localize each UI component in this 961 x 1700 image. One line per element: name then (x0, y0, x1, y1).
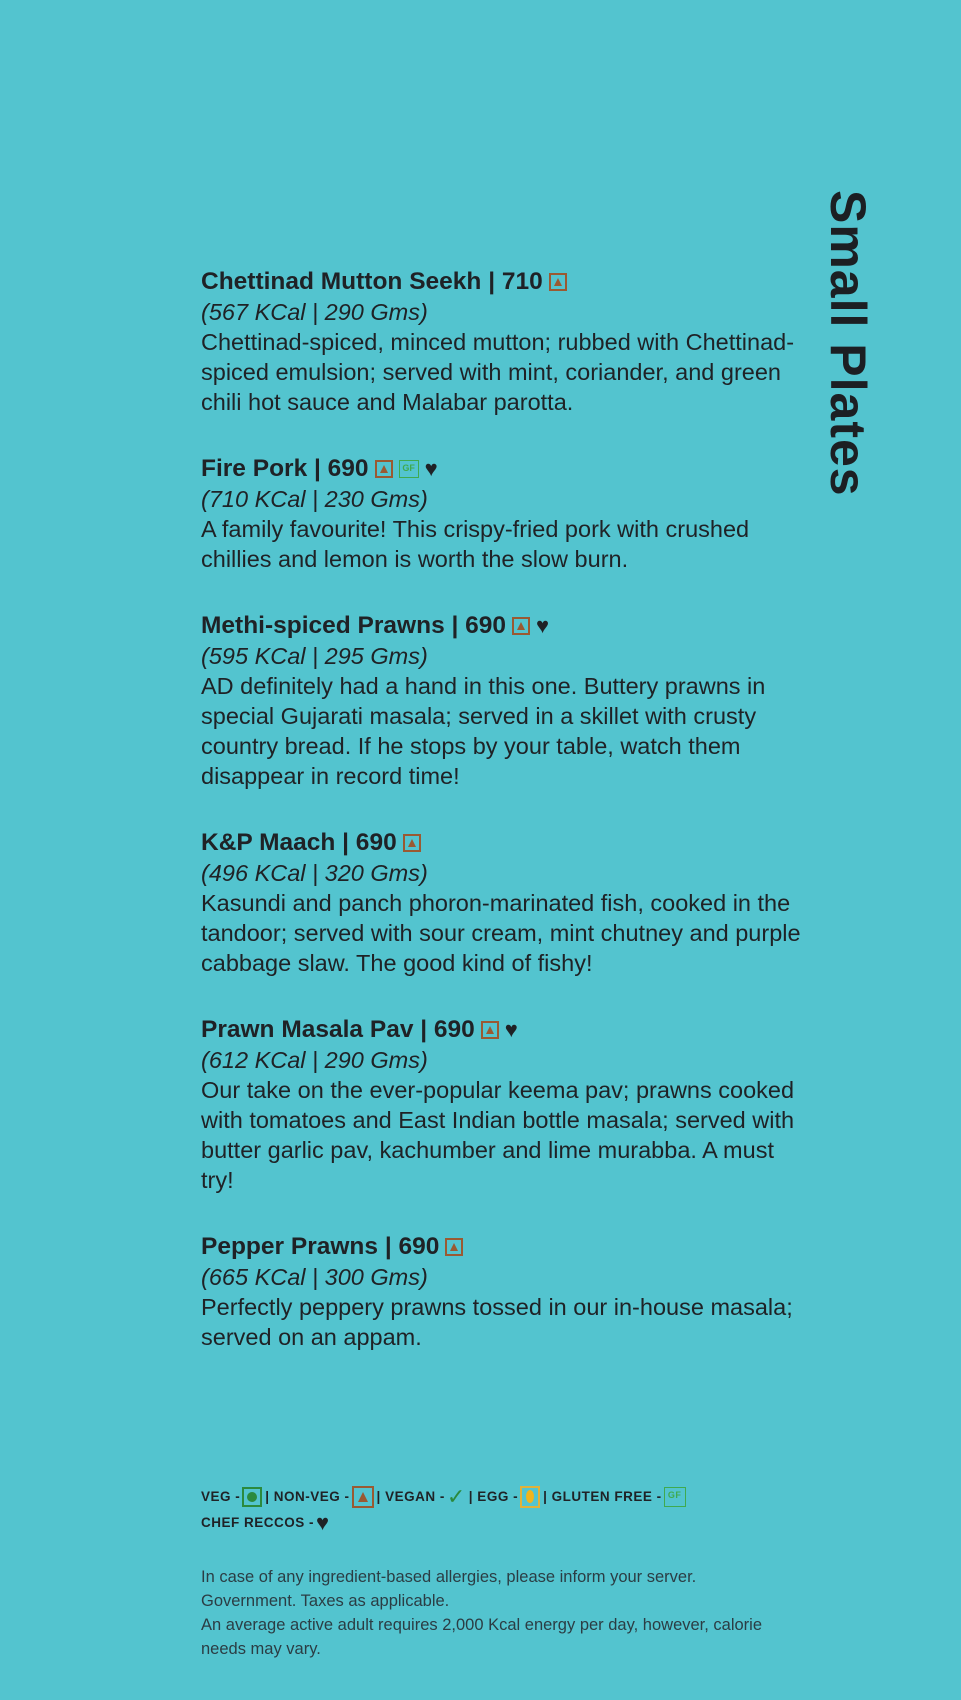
menu-item (201, 1014, 801, 1195)
disclaimer-line: An average active adult requires 2,000 Kcal energy per day, however, calorie needs may vary. (201, 1616, 763, 1658)
menu-item-calories: (710 KCal | 230 Gms) (201, 486, 428, 512)
section-title: Small Plates (820, 190, 876, 497)
non-veg-icon (549, 273, 567, 291)
disclaimer-line: In case of any ingredient-based allergies, please inform your server. (201, 1568, 697, 1586)
menu-item-title (201, 1231, 801, 1262)
item-title-text: K&P Maach | 690 (201, 829, 397, 856)
item-title-text: Pepper Prawns | 690 (201, 1233, 440, 1260)
non-veg-icon (403, 834, 421, 852)
menu-item-title (201, 610, 801, 641)
non-veg-icon (512, 617, 530, 635)
menu-item-calories: (567 KCal | 290 Gms) (201, 299, 428, 325)
non-veg-icon (352, 1486, 374, 1508)
non-veg-icon (375, 460, 393, 478)
menu-item-description: Perfectly peppery prawns tossed in our in-house masala; served on an appam. (201, 1294, 793, 1350)
item-title-text: Methi-spiced Prawns | 690 (201, 612, 507, 639)
heart-icon: ♥ (316, 1510, 330, 1535)
item-title-text: Chettinad Mutton Seekh | 710 (201, 268, 543, 295)
menu-item (201, 827, 801, 978)
menu-item-description: Our take on the ever-popular keema pav; prawns cooked with tomatoes and East Indian bottle masala; served with butter garlic pav, kachumber and lime murabba. A must try! (201, 1077, 795, 1193)
menu-item-title (201, 827, 801, 858)
legend-chef-reccos-label: CHEF RECCOS - (201, 1515, 315, 1530)
menu-item-title (201, 266, 801, 297)
legend-egg-label: | EGG - (468, 1489, 519, 1504)
menu-item-description: Kasundi and panch phoron-marinated fish, cooked in the tandoor; served with sour cream, mint chutney and purple cabbage slaw. The good kind of fishy! (201, 890, 801, 976)
menu-item-title (201, 1014, 801, 1045)
menu-item (201, 1231, 801, 1352)
disclaimer-line: Government. Taxes as applicable. (201, 1592, 450, 1610)
item-title-text: Fire Pork | 690 (201, 455, 369, 482)
dietary-legend (201, 1484, 689, 1536)
heart-icon: ♥ (424, 455, 438, 481)
legend-vegan-label: | VEGAN - (376, 1489, 445, 1504)
vegan-icon: ✓ (446, 1484, 466, 1509)
menu-item-description: AD definitely had a hand in this one. Buttery prawns in special Gujarati masala; served in a skillet with crusty country bread. If he stops by your table, watch them disappear in record time! (201, 673, 766, 789)
disclaimer (201, 1565, 801, 1661)
legend-row (201, 1484, 689, 1510)
menu-item-title (201, 453, 801, 484)
egg-icon (520, 1486, 540, 1508)
veg-icon (242, 1487, 262, 1507)
gluten-free-icon: GF (399, 460, 419, 478)
heart-icon: ♥ (504, 1016, 518, 1042)
menu-item (201, 266, 801, 417)
non-veg-icon (445, 1238, 463, 1256)
legend-non-veg-label: | NON-VEG - (265, 1489, 350, 1504)
legend-veg-label: VEG - (201, 1489, 241, 1504)
item-title-text: Prawn Masala Pav | 690 (201, 1016, 475, 1043)
legend-gluten-free-label: | GLUTEN FREE - (543, 1489, 662, 1504)
menu-item-description: Chettinad-spiced, minced mutton; rubbed with Chettinad-spiced emulsion; served with mint, coriander, and green chili hot sauce and Malabar parotta. (201, 329, 795, 415)
menu-item (201, 610, 801, 791)
menu-list (201, 266, 801, 1388)
menu-item-calories: (612 KCal | 290 Gms) (201, 1047, 428, 1073)
menu-item-calories: (595 KCal | 295 Gms) (201, 643, 428, 669)
non-veg-icon (481, 1021, 499, 1039)
heart-icon: ♥ (536, 612, 550, 638)
menu-item-calories: (665 KCal | 300 Gms) (201, 1264, 428, 1290)
gluten-free-icon: GF (664, 1487, 686, 1507)
menu-item-calories: (496 KCal | 320 Gms) (201, 860, 428, 886)
menu-item-description: A family favourite! This crispy-fried pork with crushed chillies and lemon is worth the slow burn. (201, 516, 750, 572)
legend-row (201, 1510, 689, 1536)
menu-item (201, 453, 801, 574)
